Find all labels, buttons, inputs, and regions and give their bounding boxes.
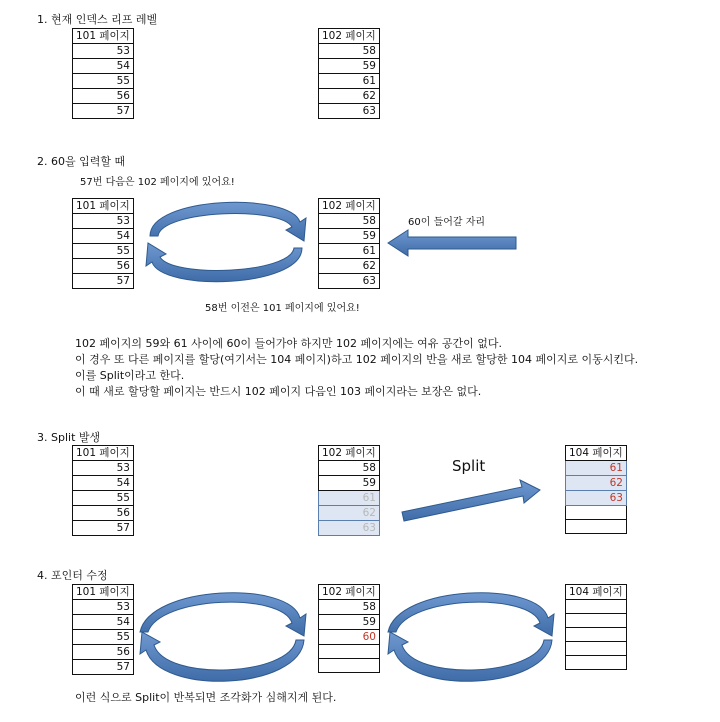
new-cell: 61 [566, 461, 627, 476]
table-cell: 59 [319, 476, 380, 491]
table-cell: 55 [73, 630, 134, 645]
table-cell: 58 [319, 461, 380, 476]
table-header: 101 페이지 [73, 29, 134, 44]
table-header: 101 페이지 [73, 585, 134, 600]
explanation-line-1: 102 페이지의 59와 61 사이에 60이 들어가야 하지만 102 페이지에는 여유 공간이 없다. [75, 337, 502, 350]
table-cell: 55 [73, 244, 134, 259]
moved-cell: 61 [319, 491, 380, 506]
note-bottom: 58번 이전은 101 페이지에 있어요! [205, 303, 360, 314]
empty-cell [566, 600, 627, 614]
table-cell: 54 [73, 229, 134, 244]
table-cell: 58 [319, 600, 380, 615]
table-cell: 63 [319, 274, 380, 289]
table-cell: 55 [73, 74, 134, 89]
table-cell: 59 [319, 59, 380, 74]
table-cell: 54 [73, 476, 134, 491]
table-header: 101 페이지 [73, 446, 134, 461]
page-101-table [72, 198, 134, 289]
new-cell: 62 [566, 476, 627, 491]
table-cell: 57 [73, 274, 134, 289]
table-cell: 58 [319, 44, 380, 59]
table-cell: 57 [73, 660, 134, 675]
page-101-table [72, 445, 134, 536]
table-header: 102 페이지 [319, 446, 380, 461]
table-cell: 54 [73, 615, 134, 630]
page-101-table [72, 28, 134, 119]
table-header: 102 페이지 [319, 199, 380, 214]
empty-cell [566, 506, 627, 520]
curved-arrow-4-102-to-101 [140, 632, 304, 681]
page-102-table [318, 584, 380, 673]
page-102-table [318, 198, 380, 289]
table-cell: 61 [319, 74, 380, 89]
table-cell: 56 [73, 89, 134, 104]
curved-arrow-4-104-to-102 [388, 632, 552, 681]
section-2-title: 2. 60을 입력할 때 [37, 155, 126, 168]
inserted-cell: 60 [319, 630, 380, 645]
table-cell: 56 [73, 259, 134, 274]
empty-cell [566, 520, 627, 534]
moved-cell: 63 [319, 521, 380, 536]
table-cell: 53 [73, 214, 134, 229]
page-104-table [565, 445, 627, 534]
table-cell: 56 [73, 645, 134, 660]
table-header: 102 페이지 [319, 29, 380, 44]
explanation-line-4: 이 때 새로 할당할 페이지는 반드시 102 페이지 다음인 103 페이지라는 보장은 없다. [75, 385, 482, 398]
empty-cell [319, 659, 380, 673]
empty-cell [319, 645, 380, 659]
table-cell: 62 [319, 89, 380, 104]
empty-cell [566, 642, 627, 656]
table-cell: 58 [319, 214, 380, 229]
curved-arrow-4-101-to-102 [140, 593, 306, 636]
moved-cell: 62 [319, 506, 380, 521]
split-arrow [402, 480, 540, 521]
arrow-to-insert-slot [388, 230, 516, 256]
table-cell: 63 [319, 104, 380, 119]
page-102-table [318, 445, 380, 536]
table-cell: 54 [73, 59, 134, 74]
table-cell: 57 [73, 521, 134, 536]
page-101-table [72, 584, 134, 675]
table-cell: 56 [73, 506, 134, 521]
table-cell: 53 [73, 44, 134, 59]
table-cell: 59 [319, 229, 380, 244]
table-header: 104 페이지 [566, 585, 627, 600]
table-cell: 62 [319, 259, 380, 274]
table-header: 104 페이지 [566, 446, 627, 461]
section-3-title: 3. Split 발생 [37, 431, 101, 444]
page-102-table [318, 28, 380, 119]
empty-cell [566, 656, 627, 670]
curved-arrow-102-to-101 [146, 243, 302, 282]
note-insert-slot: 60이 들어갈 자리 [408, 217, 486, 228]
explanation-line-2: 이 경우 또 다른 페이지를 할당(여기서는 104 페이지)하고 102 페이지의 반을 새로 할당한 104 페이지로 이동시킨다. [75, 353, 639, 366]
note-top: 57번 다음은 102 페이지에 있어요! [80, 177, 235, 188]
split-label: Split [452, 457, 486, 475]
table-cell: 61 [319, 244, 380, 259]
explanation-line-3: 이를 Split이라고 한다. [75, 369, 185, 382]
curved-arrow-4-102-to-104 [388, 593, 554, 636]
table-header: 102 페이지 [319, 585, 380, 600]
empty-cell [566, 628, 627, 642]
section-1-title: 1. 현재 인덱스 리프 레벨 [37, 13, 158, 26]
table-header: 101 페이지 [73, 199, 134, 214]
page-104-table [565, 584, 627, 670]
table-cell: 59 [319, 615, 380, 630]
table-cell: 53 [73, 600, 134, 615]
empty-cell [566, 614, 627, 628]
curved-arrow-101-to-102 [150, 202, 306, 241]
section-4-title: 4. 포인터 수정 [37, 569, 108, 582]
new-cell: 63 [566, 491, 627, 506]
table-cell: 57 [73, 104, 134, 119]
table-cell: 55 [73, 491, 134, 506]
footer-note: 이런 식으로 Split이 반복되면 조각화가 심해지게 된다. [75, 691, 337, 704]
table-cell: 53 [73, 461, 134, 476]
